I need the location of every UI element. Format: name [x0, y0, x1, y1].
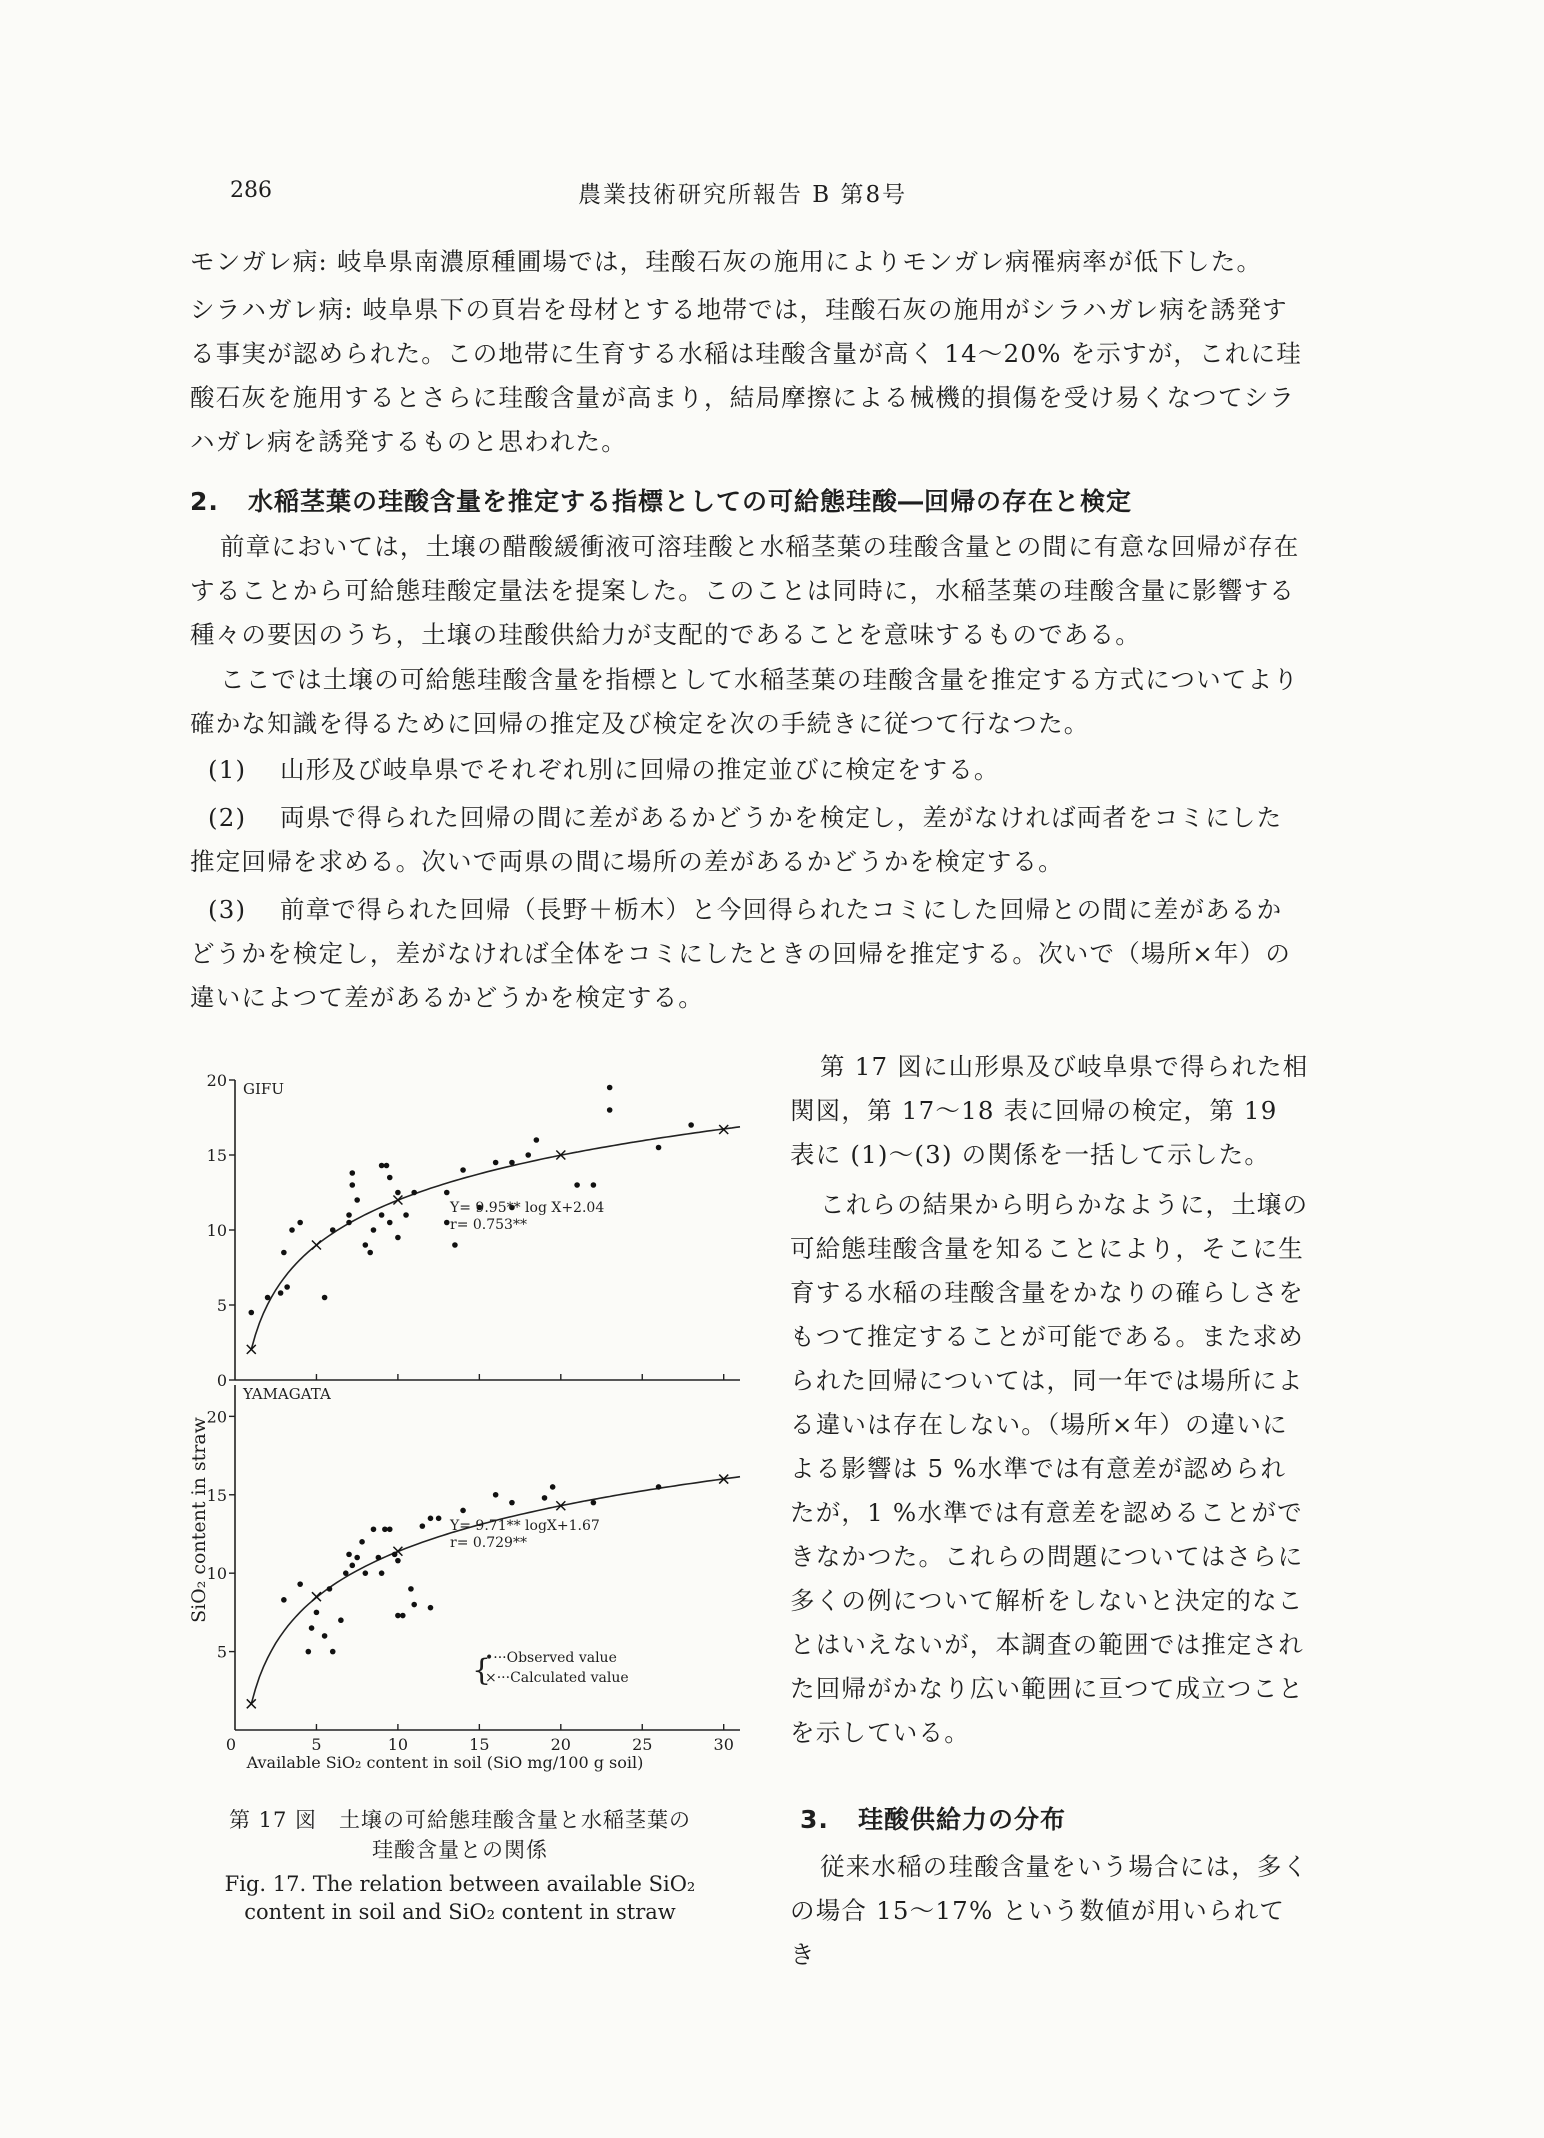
calculated-point — [312, 1592, 321, 1601]
calculated-point — [247, 1699, 256, 1708]
legend-entry: ×···Calculated value — [485, 1670, 629, 1686]
observed-point — [327, 1586, 333, 1592]
item-text: 山形及び岐阜県でそれぞれ別に回帰の推定並びに検定をする。 — [280, 755, 1000, 784]
section-3-title: 珪酸供給力の分布 — [858, 1805, 1067, 1834]
legend-entry: •···Observed value — [485, 1650, 617, 1666]
observed-point — [309, 1625, 315, 1631]
observed-point — [460, 1167, 466, 1173]
observed-point — [349, 1563, 355, 1569]
observed-point — [354, 1197, 360, 1203]
x-tick-label: 15 — [469, 1735, 490, 1754]
observed-point — [688, 1122, 694, 1128]
observed-point — [387, 1526, 393, 1532]
section-2-heading — [190, 482, 1132, 518]
observed-point — [395, 1190, 401, 1196]
observed-point — [338, 1617, 344, 1623]
procedure-item-1 — [190, 748, 1305, 792]
panel-label: YAMAGATA — [243, 1385, 331, 1403]
calculated-point — [393, 1196, 402, 1205]
observed-point — [367, 1250, 373, 1256]
observed-point — [281, 1250, 287, 1256]
caption-en-line-2: content in soil and SiO₂ content in straw — [244, 1900, 676, 1924]
observed-point — [322, 1633, 328, 1639]
observed-point — [330, 1649, 336, 1655]
procedure-item-2 — [190, 796, 1305, 884]
x-tick-label: 20 — [550, 1735, 571, 1754]
figure-17-chart — [180, 1060, 760, 1800]
y-tick-label: 20 — [206, 1071, 227, 1090]
x-tick-label: 30 — [713, 1735, 734, 1754]
observed-point — [542, 1495, 548, 1501]
observed-point — [387, 1220, 393, 1226]
observed-point — [376, 1555, 382, 1561]
observed-point — [314, 1610, 320, 1616]
panel-label: GIFU — [243, 1080, 284, 1098]
observed-point — [656, 1145, 662, 1151]
observed-point — [379, 1163, 385, 1169]
observed-point — [550, 1484, 556, 1490]
y-tick-label: 10 — [206, 1221, 227, 1240]
observed-point — [428, 1515, 434, 1521]
observed-point — [278, 1290, 284, 1296]
item-number: (1) — [208, 755, 247, 784]
calculated-point — [247, 1345, 256, 1354]
observed-point — [371, 1526, 377, 1532]
observed-point — [289, 1227, 295, 1233]
observed-point — [395, 1235, 401, 1241]
observed-point — [509, 1500, 515, 1506]
observed-point — [607, 1107, 613, 1113]
calculated-point — [312, 1241, 321, 1250]
y-tick-label: 0 — [216, 1371, 227, 1390]
y-tick-label: 10 — [206, 1564, 227, 1584]
observed-point — [306, 1649, 312, 1655]
observed-point — [346, 1212, 352, 1218]
observed-point — [493, 1492, 499, 1498]
observed-point — [349, 1170, 355, 1176]
figure-caption-en — [180, 1870, 740, 1926]
observed-point — [420, 1523, 426, 1529]
figure-caption-ja — [180, 1805, 740, 1865]
regression-equation: Y= 9.71** logX+1.67 — [450, 1518, 600, 1534]
page-number: 286 — [230, 178, 272, 203]
item-number: (2) — [208, 803, 247, 832]
observed-point — [379, 1570, 385, 1576]
observed-point — [395, 1558, 401, 1564]
observed-point — [371, 1227, 377, 1233]
observed-point — [509, 1160, 515, 1166]
observed-point — [363, 1570, 369, 1576]
item-text: 両県で得られた回帰の間に差があるかどうかを検定し，差がなければ両者をコミにした推定回帰を求める。次いで両県の間に場所の差があるかどうかを検定する。 — [190, 803, 1283, 876]
section-2-paragraph-1: 前章においては，土壌の醋酸緩衝液可溶珪酸と水稲茎葉の珪酸含量との間に有意な回帰が存在することから可給態珪酸定量法を提案した。このことは同時に，水稲茎葉の珪酸含量に影響する種々の要因のうち，土壌の珪酸供給力が支配的であることを意味するものである。 — [190, 532, 1300, 649]
observed-point — [493, 1160, 499, 1166]
x-tick-label: 25 — [632, 1735, 653, 1754]
correlation-coefficient: r= 0.729** — [450, 1535, 527, 1551]
caption-en-line-1: Fig. 17. The relation between available SiO₂ — [224, 1872, 696, 1896]
observed-point — [346, 1220, 352, 1226]
origin-label: 0 — [225, 1735, 237, 1754]
observed-point — [349, 1182, 355, 1188]
section-2-number: 2. — [190, 487, 219, 516]
observed-point — [411, 1190, 417, 1196]
item-number: (3) — [208, 895, 247, 924]
x-axis-label: Available SiO₂ content in soil (SiO mg/100 g soil) — [246, 1753, 644, 1772]
x-tick-label: 10 — [387, 1735, 409, 1754]
observed-point — [403, 1212, 409, 1218]
observed-point — [297, 1581, 303, 1587]
paragraph-mongare: モンガレ病: 岐阜県南濃原種圃場では，珪酸石灰の施用によりモンガレ病罹病率が低下した。 — [190, 247, 1263, 276]
regression-equation: Y= 9.95** log X+2.04 — [450, 1200, 605, 1216]
observed-point — [452, 1242, 458, 1248]
y-tick-label: 20 — [206, 1407, 227, 1427]
observed-point — [297, 1220, 303, 1226]
observed-point — [248, 1310, 254, 1316]
right-paragraph-1: 第 17 図に山形県及び岐阜県で得られた相関図，第 17〜18 表に回帰の検定，第 19 表に (1)〜(3) の関係を一括して示した。 — [790, 1052, 1309, 1169]
observed-point — [411, 1602, 417, 1608]
x-tick-label: 5 — [311, 1735, 322, 1754]
observed-point — [428, 1605, 434, 1611]
observed-point — [322, 1295, 328, 1301]
section-3-heading — [800, 1800, 1066, 1836]
section-2-title: 水稲茎葉の珪酸含量を推定する指標としての可給態珪酸―回帰の存在と検定 — [248, 487, 1133, 516]
observed-point — [444, 1190, 450, 1196]
observed-point — [534, 1137, 540, 1143]
y-tick-label: 15 — [206, 1485, 227, 1505]
observed-point — [436, 1515, 442, 1521]
observed-point — [281, 1597, 287, 1603]
running-header: 農業技術研究所報告 B 第8号 — [578, 182, 908, 208]
observed-point — [384, 1163, 390, 1169]
y-tick-label: 5 — [216, 1642, 227, 1662]
observed-point — [284, 1284, 290, 1290]
observed-point — [591, 1182, 597, 1188]
y-axis-label: SiO₂ content in straw — [188, 1417, 210, 1623]
procedure-item-3 — [190, 888, 1305, 1020]
observed-point — [525, 1152, 531, 1158]
observed-point — [395, 1613, 401, 1619]
section-3-paragraph: 従来水稲の珪酸含量をいう場合には，多くの場合 15〜17% という数値が用いられてき — [790, 1852, 1309, 1969]
observed-point — [363, 1242, 369, 1248]
observed-point — [359, 1539, 365, 1545]
observed-point — [387, 1175, 393, 1181]
section-2-paragraph-2: ここでは土壌の可給態珪酸含量を指標として水稲茎葉の珪酸含量を推定する方式についてより確かな知識を得るために回帰の推定及び検定を次の手続きに従つて行なつた。 — [190, 665, 1299, 738]
observed-point — [265, 1295, 271, 1301]
y-tick-label: 15 — [206, 1146, 227, 1165]
chart-panel — [207, 1385, 740, 1754]
observed-point — [400, 1613, 406, 1619]
observed-point — [408, 1586, 414, 1592]
observed-point — [330, 1227, 336, 1233]
right-paragraph-2: これらの結果から明らかなように，土壌の可給態珪酸含量を知ることにより，そこに生育する水稲の珪酸含量をかなりの確らしさをもつて推定することが可能である。また求められた回帰については，同一年では場所による違いは存在しない。（場所×年）の違いによる影響は 5 %水準では有意差が認められたが，1 %水準では有意差を認めることができなかつた。これらの問題についてはさらに多くの例について解析をしないと決定的なことはいえないが，本調査の範囲では推定された回帰がかなり広い範囲に亘つて成立つことを示している。 — [790, 1190, 1309, 1747]
observed-point — [574, 1182, 580, 1188]
observed-point — [354, 1555, 360, 1561]
correlation-coefficient: r= 0.753** — [450, 1217, 527, 1233]
observed-point — [607, 1085, 613, 1091]
caption-ja-line-2: 珪酸含量との関係 — [372, 1838, 548, 1862]
observed-point — [343, 1570, 349, 1576]
observed-point — [656, 1484, 662, 1490]
observed-point — [591, 1500, 597, 1506]
paragraph-shirahagare: シラハガレ病: 岐阜県下の頁岩を母材とする地帯では，珪酸石灰の施用がシラハガレ病を誘発する事実が認められた。この地帯に生育する水稲は珪酸含量が高く 14〜20% を示すが，これに珪酸石灰を施用するとさらに珪酸含量が高まり，結局摩擦による械機的損傷を受け易くなつてシラハガレ病を誘発するものと思われた。 — [190, 295, 1302, 456]
observed-point — [444, 1220, 450, 1226]
item-text: 前章で得られた回帰（長野＋栃木）と今回得られたコミにした回帰との間に差があるかどうかを検定し，差がなければ全体をコミにしたときの回帰を推定する。次いで（場所×年）の違いによつて差があるかどうかを検定する。 — [190, 895, 1292, 1012]
legend-brace: { — [472, 1653, 492, 1688]
observed-point — [382, 1526, 388, 1532]
observed-point — [379, 1212, 385, 1218]
observed-point — [460, 1508, 466, 1514]
caption-ja-line-1: 第 17 図 土壌の可給態珪酸含量と水稲茎葉の — [228, 1808, 692, 1832]
y-tick-label: 5 — [216, 1296, 227, 1315]
calculated-point — [393, 1547, 402, 1556]
chart-panel — [207, 1071, 740, 1390]
observed-point — [346, 1552, 352, 1558]
section-3-number: 3. — [800, 1805, 829, 1834]
